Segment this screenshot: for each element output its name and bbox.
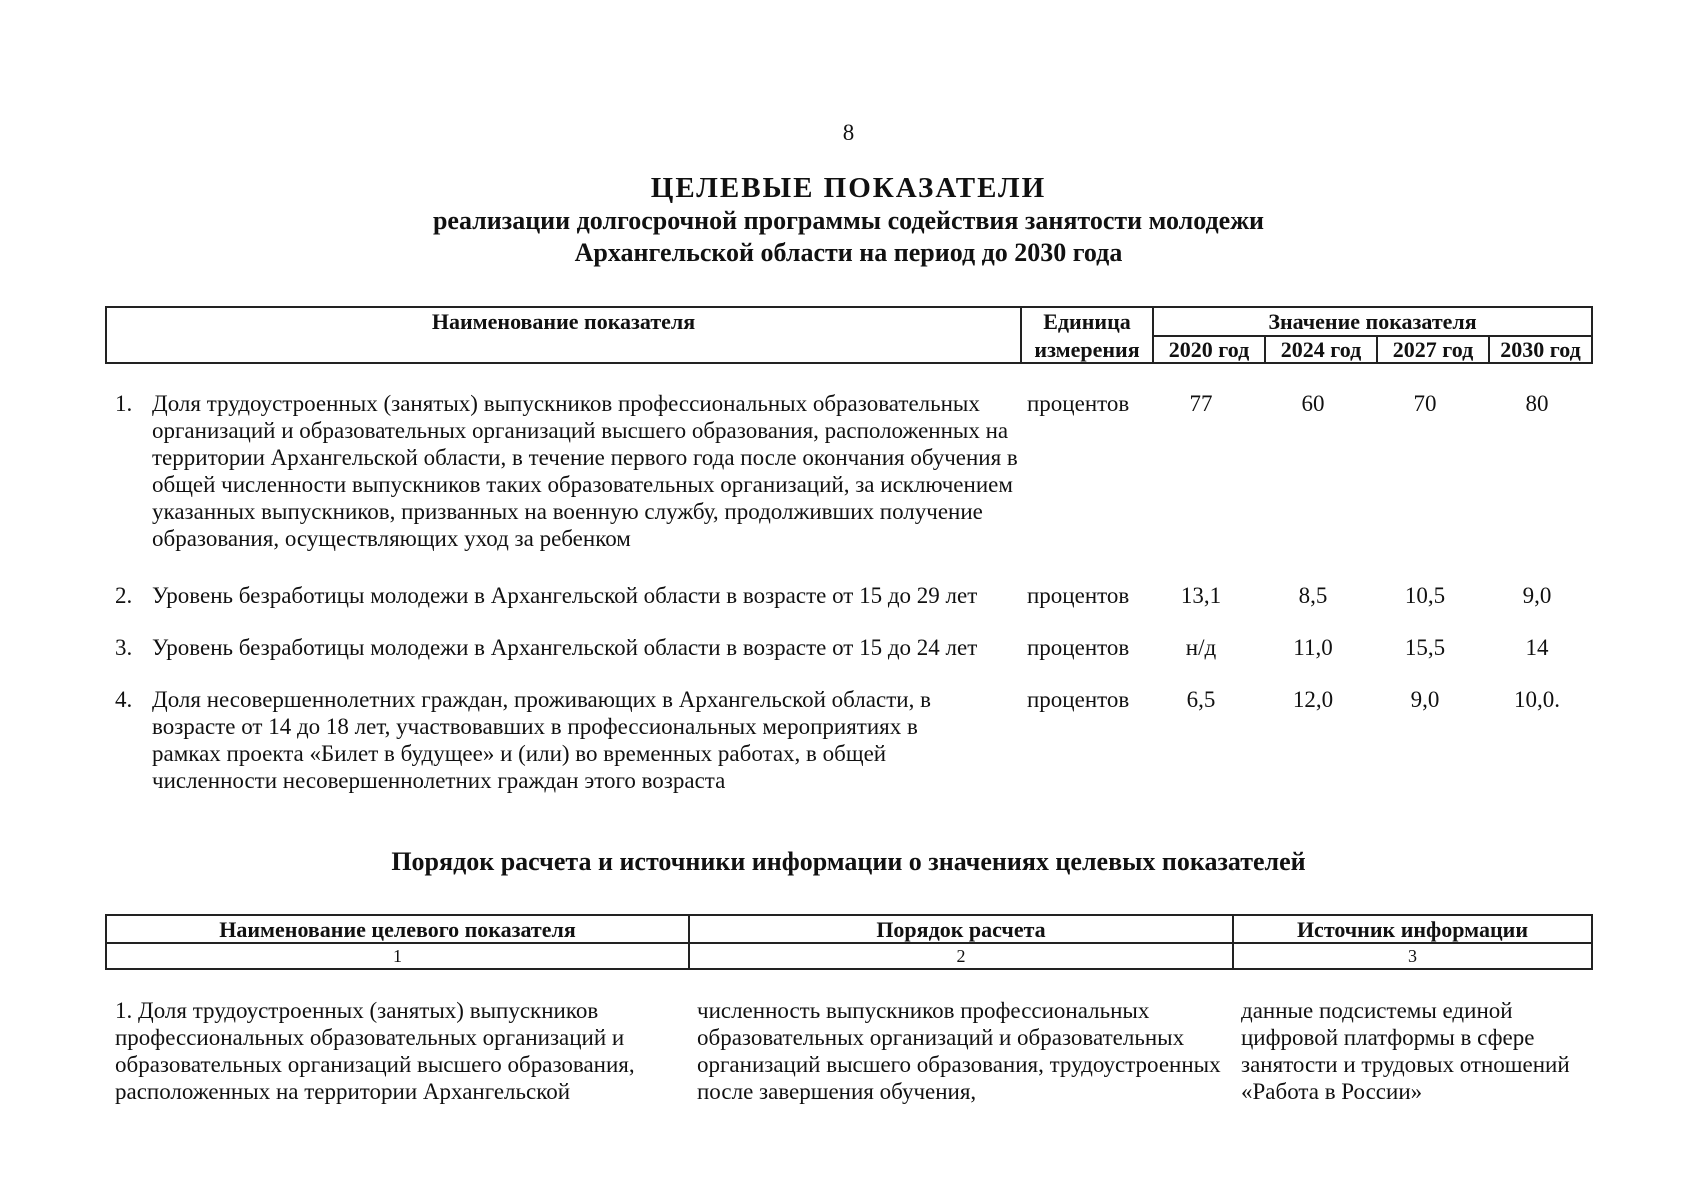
indicator-name: Уровень безработицы молодежи в Архангельской области в возрасте от 15 до 29 лет [152,583,978,608]
value-2027: 70 [1413,391,1437,416]
value-2030: 10,0. [1514,687,1560,712]
calc-table-header [105,914,1593,970]
indicator-unit: процентов [1027,687,1130,712]
value-2024: 12,0 [1292,687,1334,712]
row-number: 4. [115,687,133,712]
indicator-unit: процентов [1027,583,1130,608]
value-2024: 8,5 [1298,583,1328,608]
calc-row-information-source: данные подсистемы единой цифровой платформы в сфере занятости и трудовых отношений «Работа в России» [1241,998,1570,1104]
value-2020: 13,1 [1180,583,1222,608]
header-year-2020: 2020 год [1168,337,1250,362]
row-number: 3. [115,635,133,660]
header-year-2027: 2027 год [1392,337,1474,362]
value-2020: 6,5 [1186,687,1216,712]
row-number: 2. [115,583,133,608]
page-number: 8 [842,120,855,145]
indicator-name: Доля несовершеннолетних граждан, проживающих в Архангельской области, в возрасте от 14 до 18 лет, участвовавших в профессиональных мероприятиях в рамках проекта «Билет в будущее» и (или) во временных работах, в общей численности несовершеннолетних граждан этого возраста [152,687,931,793]
column-number-2: 2 [956,946,966,966]
value-2024: 60 [1301,391,1325,416]
indicator-name: Доля трудоустроенных (занятых) выпускников профессиональных образовательных организаций и образовательных организаций высшего образования, расположенных на территории Архангельской области, в течение первого года после окончания обучения в общей численности выпускников таких образовательных организаций, за исключением указанных выпускников, призванных на военную службу, продолживших получение образования, осуществляющих уход за ребенком [152,391,1018,551]
value-2030: 14 [1525,635,1549,660]
value-2020: 77 [1189,391,1213,416]
indicator-unit: процентов [1027,391,1130,416]
document-title: ЦЕЛЕВЫЕ ПОКАЗАТЕЛИ [650,172,1047,204]
indicators-table-header [105,306,1593,364]
header-calculation-method: Порядок расчета [876,917,1046,942]
document-subtitle-line-1: реализации долгосрочной программы содействия занятости молодежи [432,206,1265,235]
value-2030: 80 [1525,391,1549,416]
value-2024: 11,0 [1293,635,1333,660]
header-target-indicator-name: Наименование целевого показателя [219,917,576,942]
header-unit-line-1: Единица [1043,309,1131,334]
value-2020: н/д [1185,635,1217,660]
column-number-3: 3 [1408,946,1417,966]
header-year-2024: 2024 год [1280,337,1362,362]
value-2027: 9,0 [1410,687,1440,712]
value-2027: 15,5 [1404,635,1446,660]
indicator-unit: процентов [1027,635,1130,660]
header-indicator-value: Значение показателя [1268,309,1477,334]
document-subtitle-line-2: Архангельской области на период до 2030 года [574,238,1123,267]
header-year-2030: 2030 год [1500,337,1581,362]
value-2027: 10,5 [1404,583,1446,608]
value-2030: 9,0 [1522,583,1552,608]
header-unit-line-2: измерения [1034,337,1140,362]
header-indicator-name: Наименование показателя [431,309,696,334]
calc-row-indicator-name: 1. Доля трудоустроенных (занятых) выпускников профессиональных образовательных организаций и образовательных организаций высшего образования, расположенных на территории Архангельской [115,998,635,1104]
indicator-name: Уровень безработицы молодежи в Архангельской области в возрасте от 15 до 24 лет [152,635,978,660]
header-information-source: Источник информации [1296,917,1529,942]
section-title: Порядок расчета и источники информации о значениях целевых показателей [391,847,1306,876]
column-number-1: 1 [393,946,402,966]
calc-row-calculation-method: численность выпускников профессиональных образовательных организаций и образовательных организаций высшего образования, трудоустроенных после завершения обучения, [697,998,1221,1104]
row-number: 1. [115,391,133,416]
